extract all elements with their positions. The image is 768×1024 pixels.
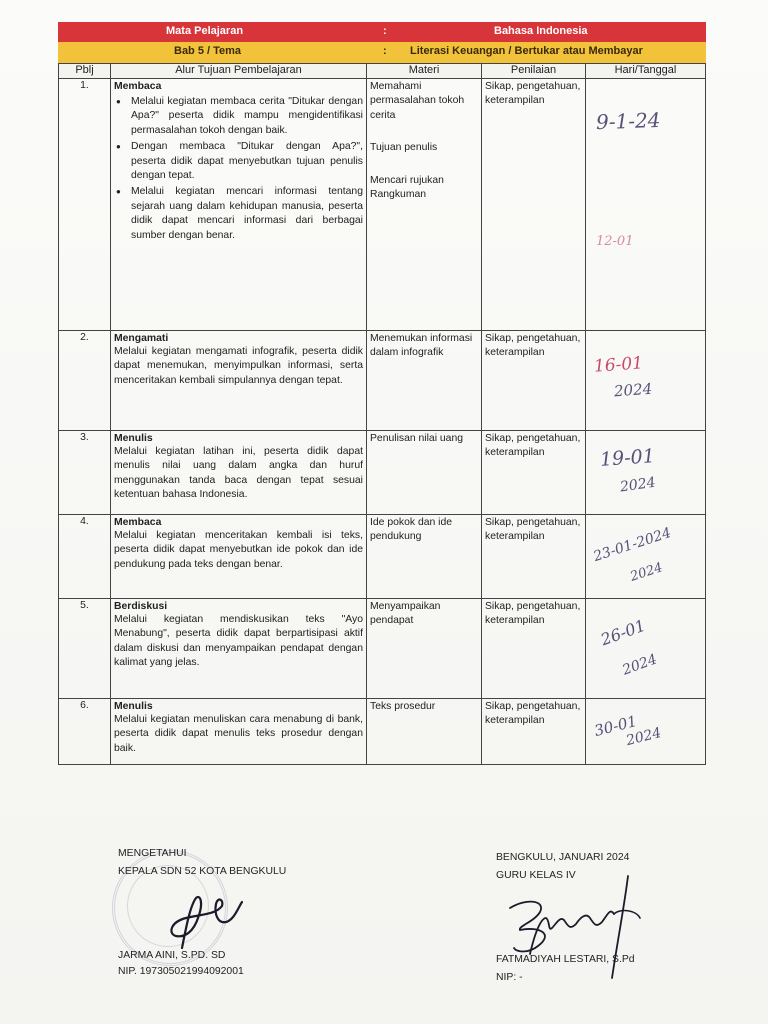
alur-cell xyxy=(111,331,367,431)
row-number: 5. xyxy=(59,599,111,699)
subject-separator: : xyxy=(383,25,387,37)
tanggal-cell xyxy=(586,699,706,765)
handwritten-year: 2024 xyxy=(628,560,665,585)
objective-list xyxy=(114,95,363,243)
materi-cell xyxy=(367,431,482,515)
table-row xyxy=(59,699,706,765)
row-number: 4. xyxy=(59,515,111,599)
handwritten-date: 19-01 xyxy=(599,445,656,471)
tanggal-cell xyxy=(586,331,706,431)
activity-heading: Membaca xyxy=(114,81,162,92)
handwritten-year: 2024 xyxy=(620,651,660,679)
penilaian-cell: Sikap, pengetahuan, keterampilan xyxy=(482,79,586,331)
headmaster-name: JARMA AINI, S.PD. SD xyxy=(118,950,226,961)
approval-title: MENGETAHUI xyxy=(118,848,187,859)
list-item: ● Melalui kegiatan membaca cerita "Ditukar dengan Apa?" peserta didik mampu mengidentifikasi permasalahan tokoh dengan baik. xyxy=(131,95,363,138)
handwritten-date: 30-01 xyxy=(592,712,639,740)
activity-heading: Berdiskusi xyxy=(114,601,168,612)
materi-item: Memahami permasalahan tokoh cerita xyxy=(370,81,465,121)
col-header-alur: Alur Tujuan Pembelajaran xyxy=(111,64,367,79)
handwritten-date: 26-01 xyxy=(598,615,648,650)
materi-item: Menyampaikan pendapat xyxy=(370,601,441,627)
alur-cell xyxy=(111,599,367,699)
subject-label: Mata Pelajaran xyxy=(166,25,244,37)
row-number: 6. xyxy=(59,699,111,765)
materi-item: Teks prosedur xyxy=(370,701,436,712)
materi-item: Mencari rujukan Rangkuman xyxy=(370,174,444,201)
col-header-tanggal: Hari/Tanggal xyxy=(586,64,706,79)
teacher-title: GURU KELAS IV xyxy=(496,870,576,881)
learning-plan-table xyxy=(58,63,706,765)
penilaian-cell: Sikap, pengetahuan, keterampilan xyxy=(482,331,586,431)
chapter-value: Literasi Keuangan / Bertukar atau Membayar xyxy=(410,45,643,57)
penilaian-cell: Sikap, pengetahuan, keterampilan xyxy=(482,699,586,765)
alur-cell xyxy=(111,515,367,599)
activity-heading: Menulis xyxy=(114,433,153,444)
materi-cell xyxy=(367,699,482,765)
objective-text: Melalui kegiatan mendiskusikan teks "Ayo Menabung", peserta didik dapat berpartisipasi aktif dalam diskusi dan menyampaikan pendapat dengan kalimat yang jelas. xyxy=(114,614,363,669)
table-row xyxy=(59,599,706,699)
handwritten-date: 9-1-24 xyxy=(595,107,661,135)
activity-heading: Menulis xyxy=(114,701,153,712)
list-item: ● Melalui kegiatan mencari informasi tentang sejarah uang dalam kehidupan manusia, peserta didik dapat mencari informasi dari berbagai sumber dengan benar. xyxy=(131,185,363,243)
tanggal-cell xyxy=(586,599,706,699)
headmaster-title: KEPALA SDN 52 KOTA BENGKULU xyxy=(118,866,287,877)
chapter-header-bar xyxy=(58,42,706,63)
materi-cell xyxy=(367,515,482,599)
subject-header-bar xyxy=(58,22,706,42)
place-date: BENGKULU, JANUARI 2024 xyxy=(496,852,630,863)
handwritten-date: 23-01-2024 xyxy=(591,524,674,566)
materi-item: Penulisan nilai uang xyxy=(370,433,464,444)
materi-item: Ide pokok dan ide pendukung xyxy=(370,517,453,543)
table-row xyxy=(59,331,706,431)
col-header-penilaian: Penilaian xyxy=(482,64,586,79)
table-row xyxy=(59,431,706,515)
activity-heading: Mengamati xyxy=(114,333,169,344)
handwritten-year: 2024 xyxy=(624,724,664,750)
penilaian-cell: Sikap, pengetahuan, keterampilan xyxy=(482,599,586,699)
table-header-row xyxy=(59,64,706,79)
teacher-signature xyxy=(490,868,660,988)
tanggal-cell xyxy=(586,431,706,515)
penilaian-cell: Sikap, pengetahuan, keterampilan xyxy=(482,515,586,599)
alur-cell xyxy=(111,699,367,765)
materi-cell xyxy=(367,79,482,331)
alur-cell xyxy=(111,79,367,331)
headmaster-signature xyxy=(160,888,260,958)
objective-text: Melalui kegiatan menuliskan cara menabung di bank, peserta didik dapat menulis teks prosedur dengan baik. xyxy=(114,714,363,754)
materi-item: Tujuan penulis xyxy=(370,142,438,154)
headmaster-nip: NIP. 197305021994092001 xyxy=(118,966,244,977)
list-item: ● Dengan membaca "Ditukar dengan Apa?", peserta didik dapat menyebutkan tujuan penulis dengan tepat. xyxy=(131,140,363,183)
objective-text: Melalui kegiatan mengamati infografik, peserta didik dapat menemukan, menyimpulkan informasi, serta menceritakan kembali simpulannya dengan tepat. xyxy=(114,346,363,386)
teacher-name: FATMADIYAH LESTARI, S.Pd xyxy=(496,954,635,965)
objective-text: Melalui kegiatan latihan ini, peserta didik dapat menulis nilai uang dalam angka dan huruf menggunakan tanda baca dengan tepat sesuai ketentuan bahasa Indonesia. xyxy=(114,446,363,501)
tanggal-cell xyxy=(586,79,706,331)
col-header-no: Pblj xyxy=(59,64,111,79)
col-header-materi: Materi xyxy=(367,64,482,79)
handwritten-date: 12-01 xyxy=(596,234,634,249)
handwritten-year: 2024 xyxy=(613,379,653,401)
activity-heading: Membaca xyxy=(114,517,162,528)
penilaian-cell: Sikap, pengetahuan, keterampilan xyxy=(482,431,586,515)
objective-text: Melalui kegiatan menceritakan kembali isi teks, peserta didik dapat menyebutkan ide pokok dan ide pendukung pada teks dengan benar. xyxy=(114,530,363,570)
subject-value: Bahasa Indonesia xyxy=(494,25,588,37)
tanggal-cell xyxy=(586,515,706,599)
chapter-label: Bab 5 / Tema xyxy=(174,45,242,57)
alur-cell xyxy=(111,431,367,515)
row-number: 2. xyxy=(59,331,111,431)
handwritten-date: 16-01 xyxy=(593,353,644,377)
table-row xyxy=(59,79,706,331)
teacher-nip: NIP: - xyxy=(496,972,523,983)
chapter-separator: : xyxy=(383,45,387,57)
row-number: 3. xyxy=(59,431,111,515)
materi-cell xyxy=(367,331,482,431)
handwritten-year: 2024 xyxy=(619,474,657,496)
row-number: 1. xyxy=(59,79,111,331)
materi-item: Menemukan informasi dalam infografik xyxy=(370,333,473,359)
materi-cell xyxy=(367,599,482,699)
table-row xyxy=(59,515,706,599)
